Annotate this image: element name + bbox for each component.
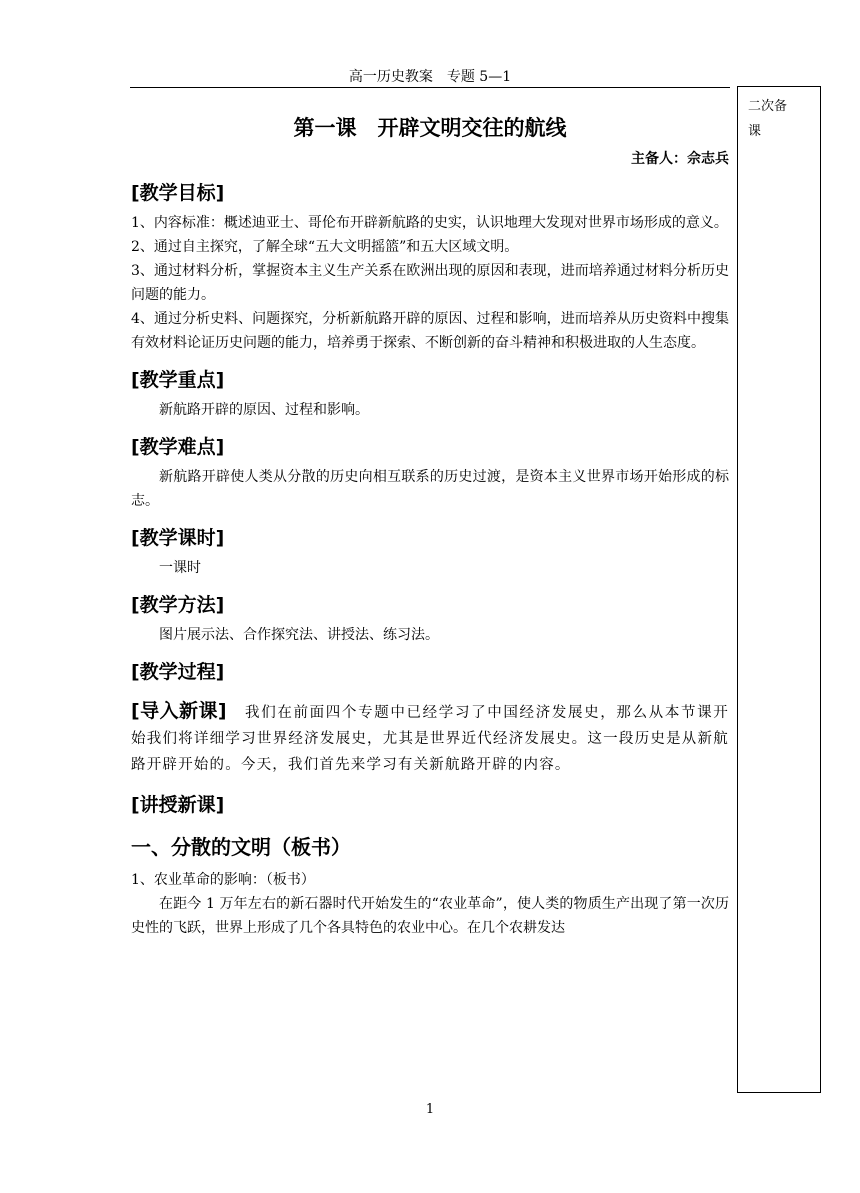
- intro-label: [导入新课]: [131, 700, 227, 722]
- methods-heading: [教学方法]: [131, 594, 225, 616]
- page-number: 1: [425, 1102, 435, 1117]
- key-points-heading: [教学重点]: [131, 369, 225, 391]
- section1-sub: 1、农业革命的影响：（板书）: [131, 872, 315, 888]
- section1-text: 在距今 1 万年左右的新石器时代开始发生的“农业革命”，使人类的物质生产出现了第一次历史性的飞跃，世界上形成了几个各具特色的农业中心。在几个农耕发达: [131, 896, 729, 936]
- methods-text: 图片展示法、合作探究法、讲授法、练习法。: [159, 627, 439, 643]
- objective-item: 2、通过自主探究，了解全球“五大文明摇篮”和五大区域文明。: [131, 239, 519, 255]
- difficulties-text: 新航路开辟使人类从分散的历史向相互联系的历史过渡，是资本主义世界市场开始形成的标志。: [131, 469, 729, 509]
- hours-heading: [教学课时]: [131, 527, 225, 549]
- side-notes-box: [737, 86, 821, 1093]
- lecture-heading: [讲授新课]: [131, 794, 225, 816]
- objectives-heading: [教学目标]: [131, 182, 225, 204]
- intro-paragraph: [131, 698, 729, 778]
- objective-item: 3、通过材料分析，掌握资本主义生产关系在欧洲出现的原因和表现，进而培养通过材料分析历史问题的能力。: [131, 263, 729, 303]
- side-notes-label: 二次备课: [748, 99, 788, 139]
- hours-text: 一课时: [159, 560, 201, 576]
- difficulties-heading: [教学难点]: [131, 436, 225, 458]
- section1-heading: 一、分散的文明（板书）: [131, 835, 351, 859]
- author: 主备人：佘志兵: [631, 151, 729, 167]
- main-content: [131, 112, 729, 940]
- document-title: 第一课 开辟文明交往的航线: [293, 116, 567, 140]
- intro-text: 我们在前面四个专题中已经学习了中国经济发展史，那么从本节课开始我们将详细学习世界经济发展史，尤其是世界近代经济发展史。这一段历史是从新航路开辟开始的。今天，我们首先来学习有关新航路开辟的内容。: [131, 705, 729, 773]
- process-heading: [教学过程]: [131, 661, 225, 683]
- page-header: 高一历史教案 专题 5—1: [348, 69, 512, 85]
- objective-item: 4、通过分析史料、问题探究，分析新航路开辟的原因、过程和影响，进而培养从历史资料中搜集有效材料论证历史问题的能力，培养勇于探索、不断创新的奋斗精神和积极进取的人生态度。: [131, 311, 729, 351]
- objective-item: 1、内容标准：概述迪亚士、哥伦布开辟新航路的史实，认识地理大发现对世界市场形成的意义。: [131, 215, 728, 231]
- key-points-text: 新航路开辟的原因、过程和影响。: [159, 402, 369, 418]
- header-rule: [130, 87, 730, 88]
